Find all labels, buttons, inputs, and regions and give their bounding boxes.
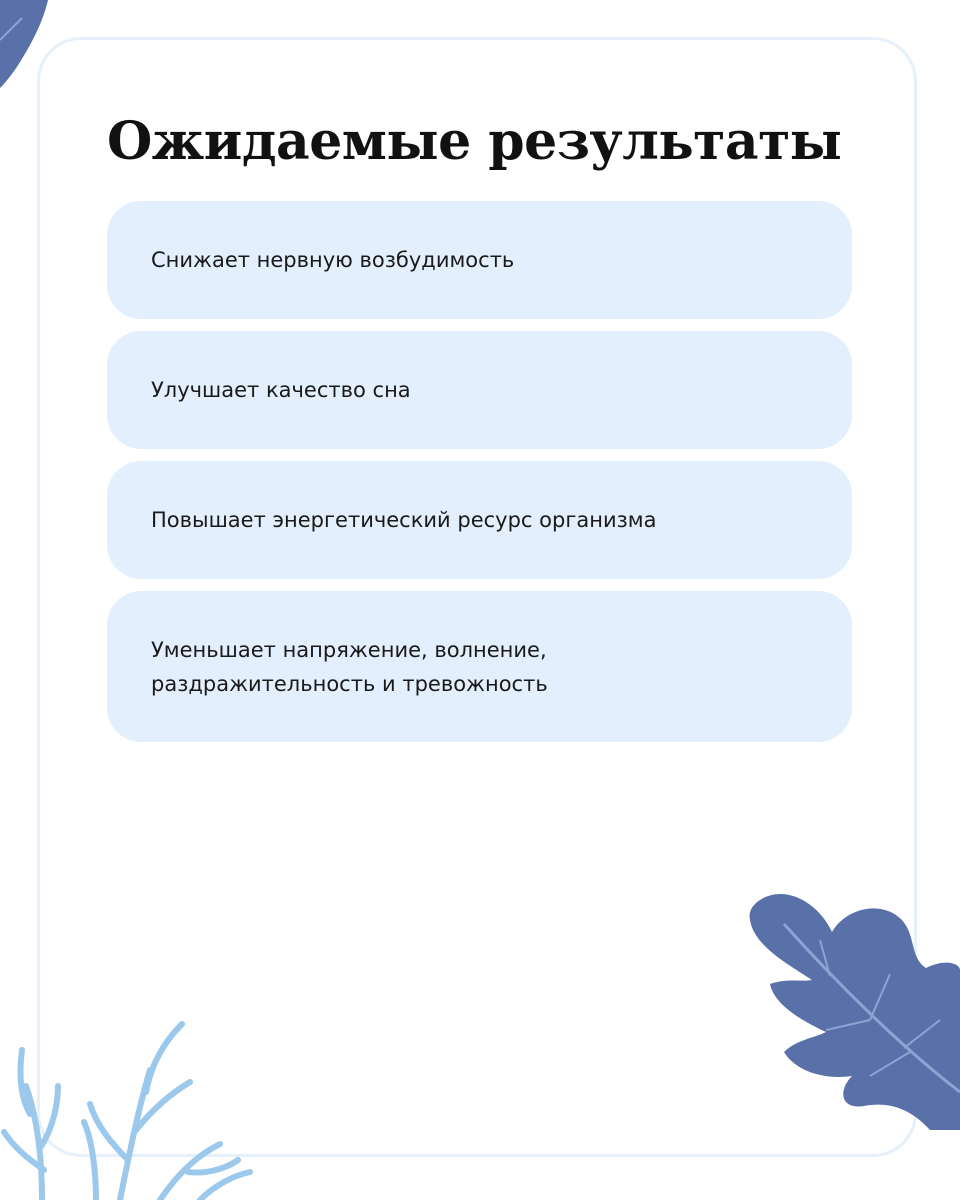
result-item-text: Снижает нервную возбудимость bbox=[151, 248, 515, 272]
result-item-4 bbox=[107, 591, 852, 742]
page-title: Ожидаемые результаты bbox=[107, 111, 842, 172]
result-item-1 bbox=[107, 201, 852, 319]
result-item-3 bbox=[107, 461, 852, 579]
result-item-text: Повышает энергетический ресурс организма bbox=[151, 508, 657, 532]
result-item-text: Уменьшает напряжение, волнение, раздражительность и тревожность bbox=[151, 637, 548, 696]
result-item-text: Улучшает качество сна bbox=[151, 378, 411, 402]
result-item-2 bbox=[107, 331, 852, 449]
